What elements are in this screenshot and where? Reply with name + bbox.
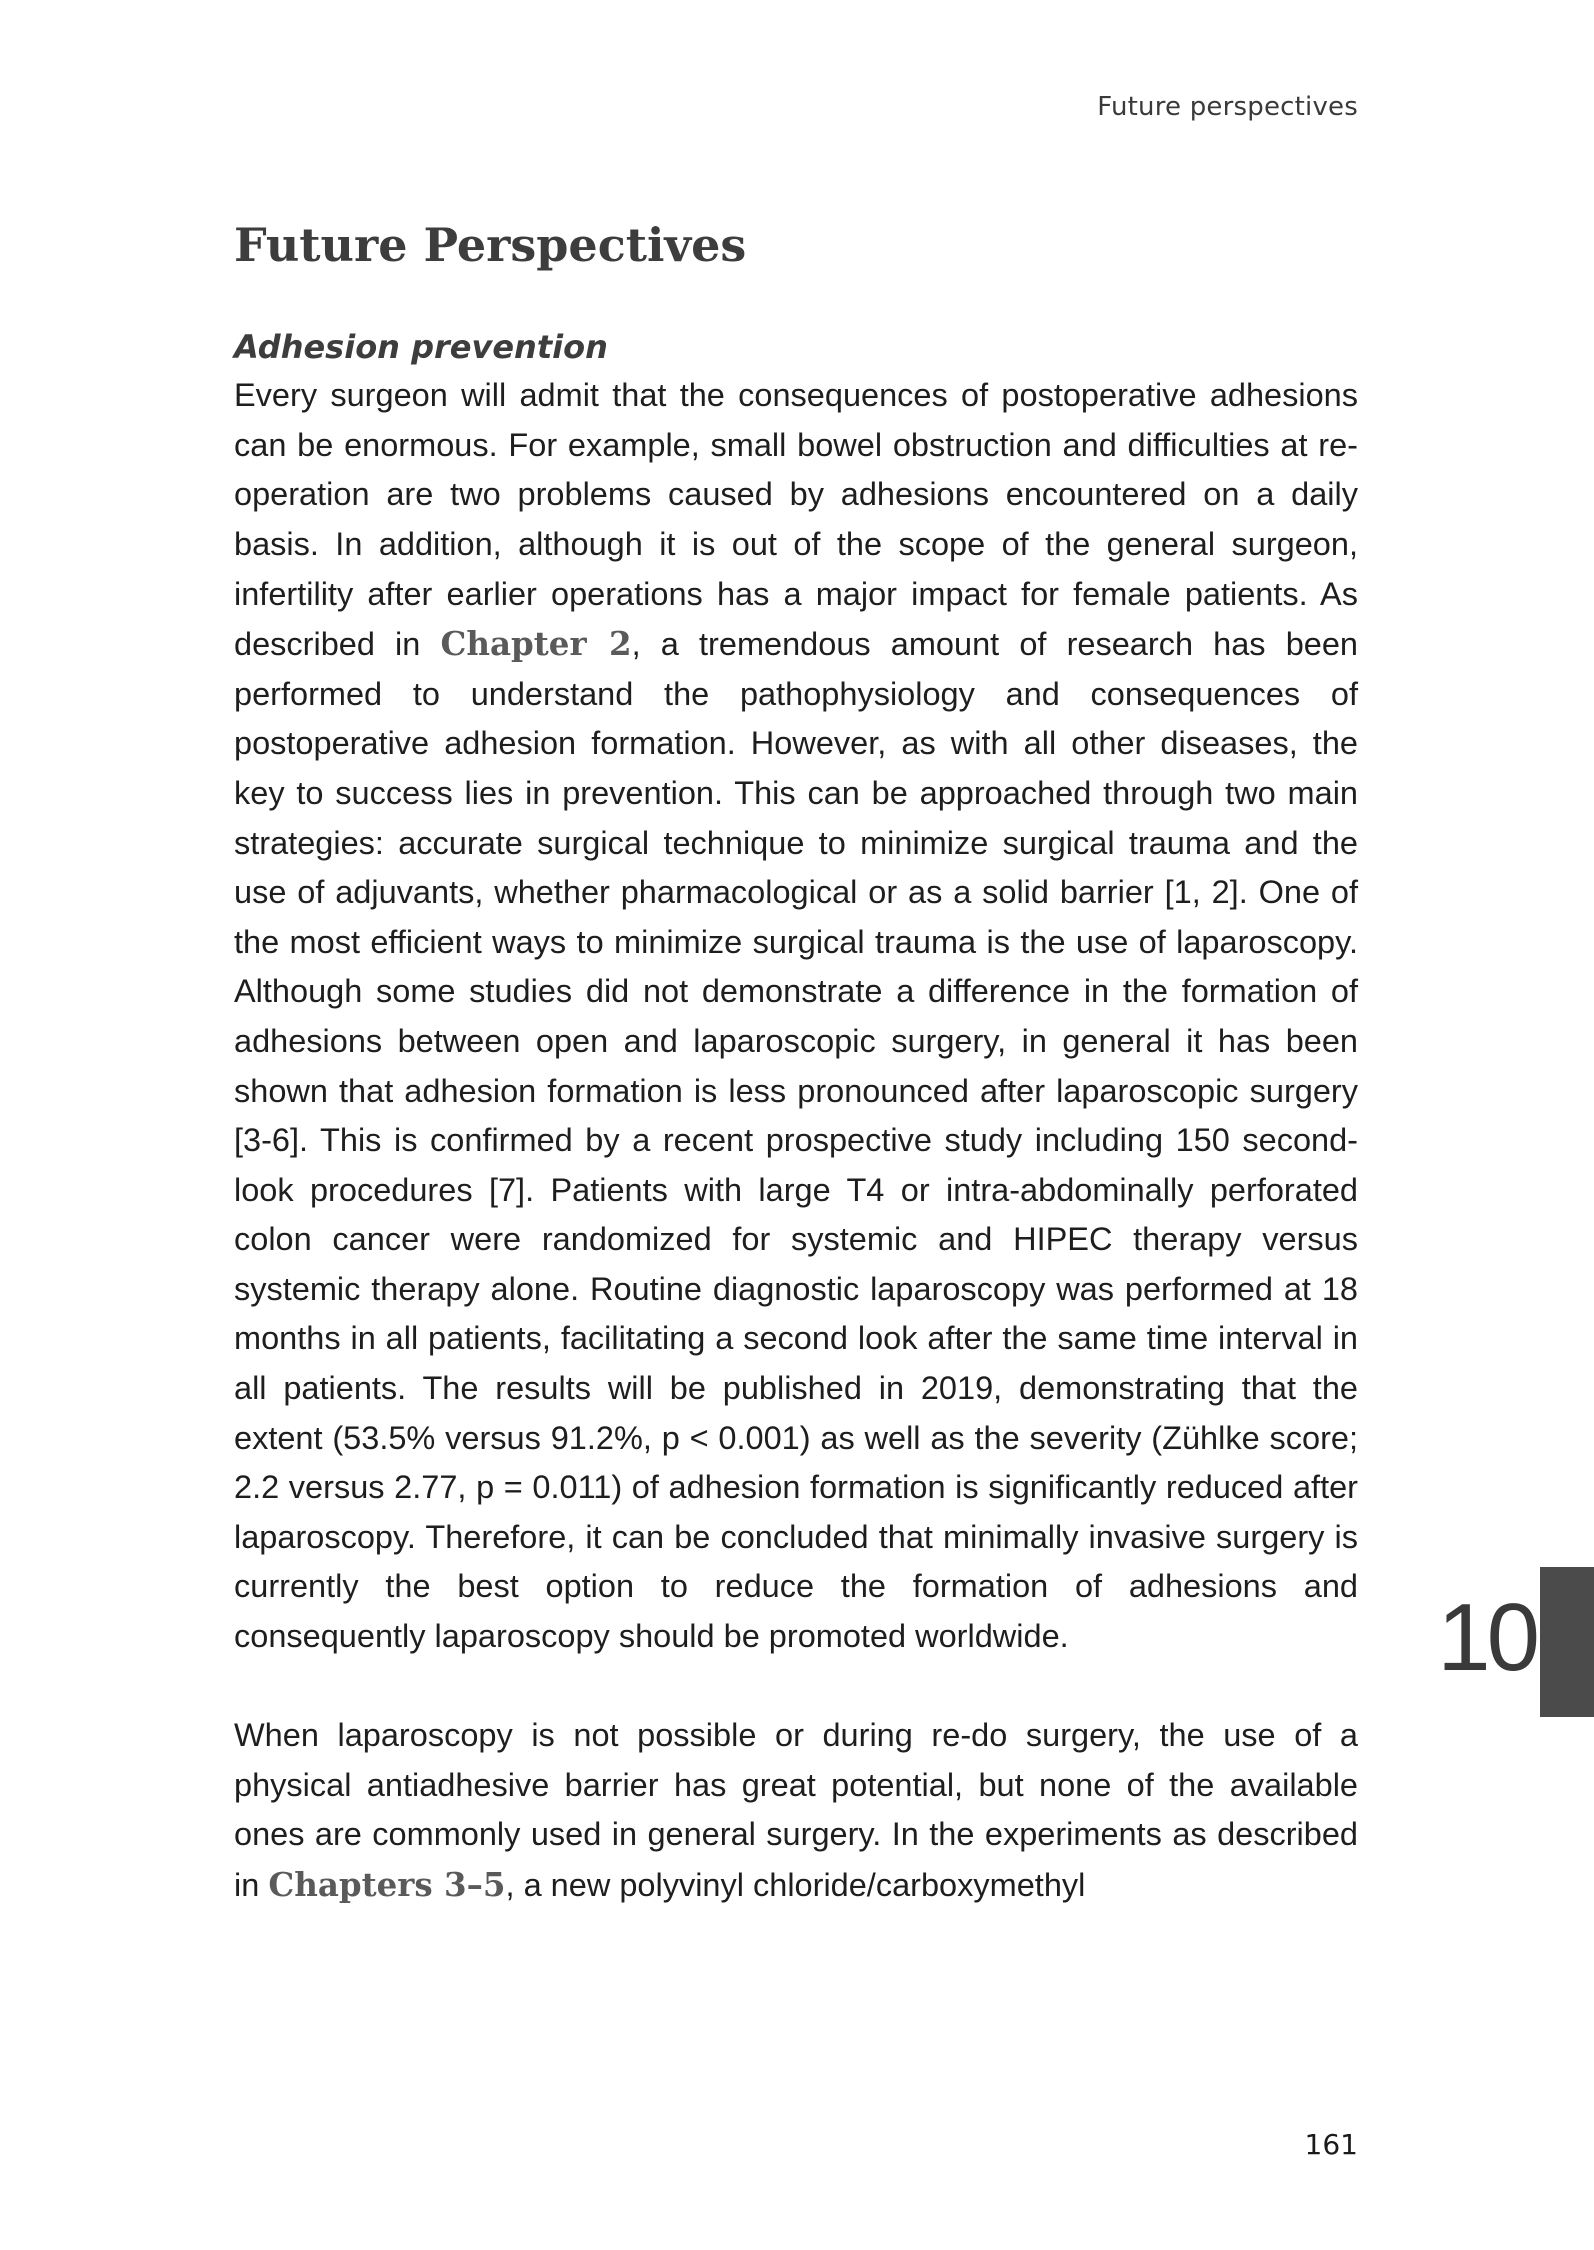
section-heading: Adhesion prevention xyxy=(234,328,608,367)
page-content xyxy=(234,218,1358,1911)
chapter-thumb-tab xyxy=(1540,1567,1594,1717)
chapter-reference-link[interactable]: Chapter 2 xyxy=(440,624,632,664)
page-number: 161 xyxy=(1304,2128,1358,2161)
body-paragraph-2 xyxy=(234,1711,1358,1910)
chapter-number: 10 xyxy=(1437,1584,1536,1691)
chapter-reference-link[interactable]: Chapters 3–5 xyxy=(268,1865,506,1904)
body-paragraph-1 xyxy=(234,371,1358,1661)
page-title: Future Perspectives xyxy=(234,218,747,272)
paragraph-text: , a tremendous amount of research has been performed to understand the pathophysiology and consequences of postoperative adhesion formation. However, as with all other diseases, the key to success lies in prevention. This can be approached through two main strategies: accurate surgical technique to minimize surgical trauma and the use of adjuvants, whether pharmacological or as a solid barrier [1, 2]. One of the most efficient ways to minimize surgical trauma is the use of laparoscopy. Although some studies did not demonstrate a difference in the formation of adhesions between open and laparoscopic surgery, in general it has been shown that adhesion formation is less pronounced after laparoscopic surgery [3-6]. This is confirmed by a recent prospective study including 150 second-look procedures [7]. Patients with large T4 or intra-abdominally perforated colon cancer were randomized for systemic and HIPEC therapy versus systemic therapy alone. Routine diagnostic laparoscopy was performed at 18 months in all patients, facilitating a second look after the same time interval in all patients. The results will be published in 2019, demonstrating that the extent (53.5% versus 91.2%, p < 0.001) as well as the severity (Zühlke score; 2.2 versus 2.77, p = 0.011) of adhesion formation is significantly reduced after laparoscopy. Therefore, it can be concluded that minimally invasive surgery is currently the best option to reduce the formation of adhesions and consequently laparoscopy should be promoted worldwide. xyxy=(234,626,1358,1655)
paragraph-text: When laparoscopy is not possible or during re-do surgery, the use of a physical antiadhesive barrier has great potential, but none of the available ones are commonly used in general surgery. In the experiments as described in xyxy=(234,1717,1358,1903)
paragraph-text: Every surgeon will admit that the consequences of postoperative adhesions can be enormous. For example, small bowel obstruction and difficulties at re-operation are two problems caused by adhesions encountered on a daily basis. In addition, although it is out of the scope of the general surgeon, infertility after earlier operations has a major impact for female patients. As described in xyxy=(234,377,1358,663)
running-header: Future perspectives xyxy=(1097,92,1358,122)
paragraph-text: , a new polyvinyl chloride/carboxymethyl xyxy=(505,1867,1086,1903)
